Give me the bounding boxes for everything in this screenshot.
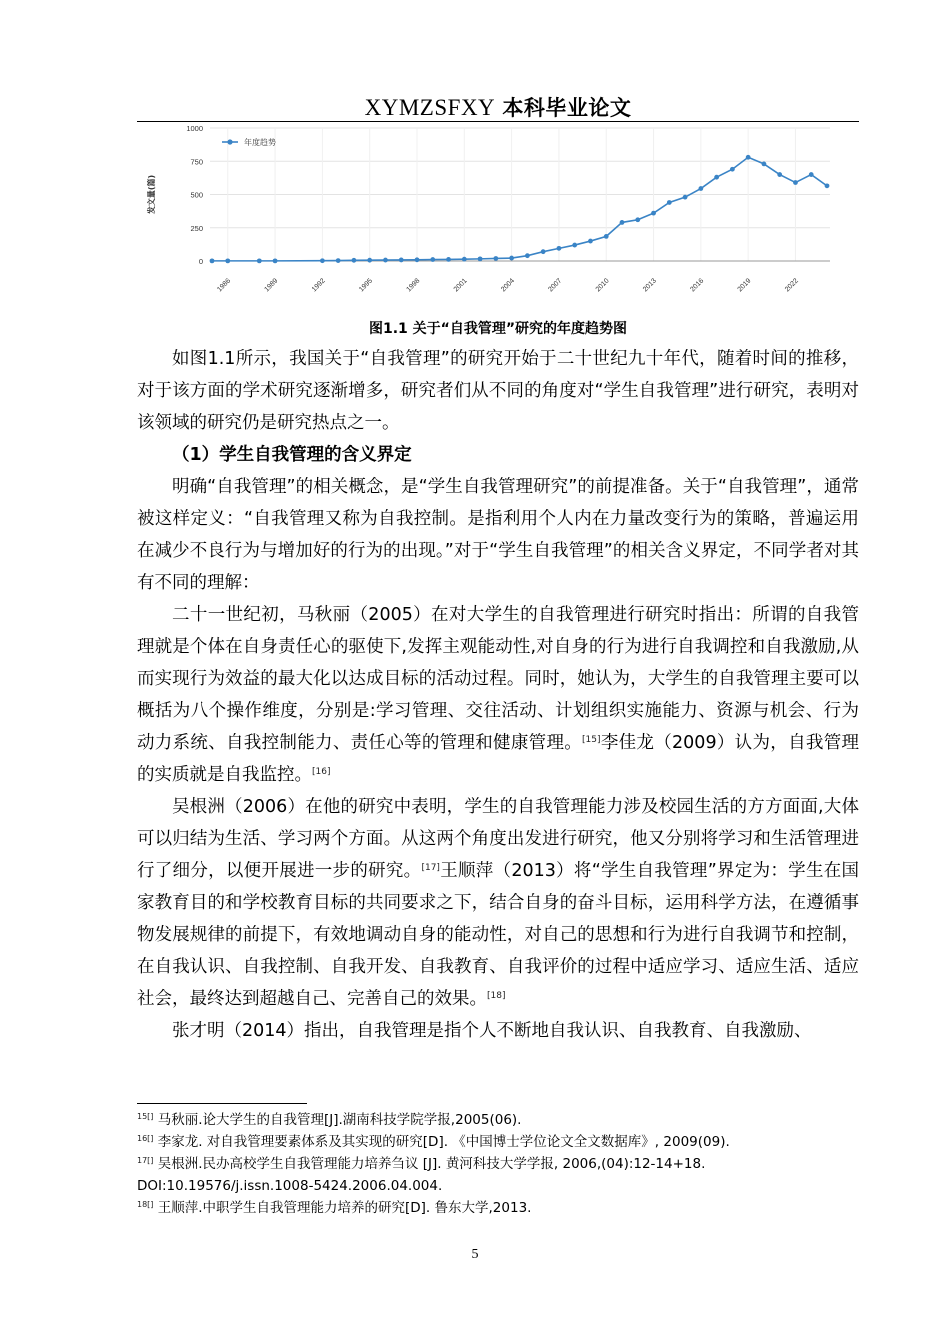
- data-point: [604, 234, 609, 239]
- paragraph-1: 如图1.1所示，我国关于“自我管理”的研究开始于二十世纪九十年代，随着时间的推移，对于该方面的学术研究逐渐增多，研究者们从不同的角度对“学生自我管理”进行研究，表明对该领域的研究仍是研究热点之一。: [137, 349, 859, 433]
- data-point: [446, 257, 451, 262]
- data-point: [572, 243, 577, 248]
- body-text: [137, 343, 859, 1047]
- data-point: [620, 220, 625, 225]
- trend-line-chart: [140, 118, 840, 298]
- footnote-mark: 15[]: [137, 1112, 154, 1121]
- paragraph-4-text-a: 吴根洲（2006）在他的研究中表明，学生的自我管理能力涉及校园生活的方方面面,大体可以归结为生活、学习两个方面。从这两个角度出发进行研究，他又分别将学习和生活管理进行了细分，以便开展进一步的研究。: [137, 797, 859, 881]
- page-number: 5: [471, 1247, 479, 1262]
- paragraph-3-text-b: 李佳龙（2009）认为，自我管理的实质就是自我监控。: [137, 733, 859, 785]
- data-point: [478, 256, 483, 261]
- footnote-text: 马秋丽.论大学生的自我管理[J].湖南科技学院学报,2005(06).: [153, 1112, 522, 1128]
- section-heading: （1）学生自我管理的含义界定: [172, 445, 412, 465]
- footnote-17: [137, 1153, 859, 1197]
- y-tick-label: 0: [198, 257, 203, 266]
- data-point: [667, 200, 672, 205]
- x-tick-label: 2022: [783, 277, 800, 294]
- x-tick-label: 1998: [405, 277, 422, 294]
- citation-17[interactable]: [17]: [421, 863, 440, 873]
- footnote-text: 吴根洲.民办高校学生自我管理能力培养刍议 [J]. 黄河科技大学学报, 2006,(04):12-14+18. DOI:10.19576/j.issn.1008-5424.2006.04.004.: [137, 1156, 706, 1194]
- footnote-mark: 18[]: [137, 1200, 154, 1209]
- data-point: [320, 258, 325, 263]
- data-point: [257, 258, 262, 263]
- x-tick-label: 2016: [689, 277, 706, 294]
- x-tick-label: 1992: [310, 277, 327, 294]
- x-tick-label: 2019: [736, 277, 753, 294]
- data-point: [383, 258, 388, 263]
- y-tick-label: 500: [190, 190, 203, 200]
- x-tick-label: 2004: [500, 277, 517, 294]
- footnote-rule: [137, 1103, 307, 1104]
- data-point: [635, 217, 640, 222]
- y-tick-label: 750: [190, 157, 203, 167]
- legend-label: 年度趋势: [244, 138, 276, 147]
- x-tick-label: 1995: [358, 277, 375, 294]
- footnotes: [137, 1109, 859, 1219]
- paragraph-4: [137, 791, 859, 1015]
- data-point: [525, 253, 530, 258]
- data-point: [588, 239, 593, 244]
- data-point: [415, 257, 420, 262]
- header-title: 本科毕业论文: [502, 96, 632, 120]
- data-point: [825, 183, 830, 188]
- data-point: [352, 258, 357, 263]
- x-tick-label: 1989: [263, 277, 280, 294]
- x-tick-label: 2013: [641, 277, 658, 294]
- data-point: [541, 249, 546, 254]
- data-point: [557, 246, 562, 251]
- paragraph-3-text-a: 二十一世纪初，马秋丽（2005）在对大学生的自我管理进行研究时指出：所谓的自我管理就是个体在自身责任心的驱使下,发挥主观能动性,对自身的行为进行自我调控和自我激励,从而实现行为效益的最大化以达成目标的活动过程。同时，她认为，大学生的自我管理主要可以概括为八个操作维度，分别是:学习管理、交往活动、计划组织实施能力、资源与机会、行为动力系统、自我控制能力、责任心等的管理和健康管理。: [137, 605, 859, 753]
- footnote-15: [137, 1109, 859, 1131]
- data-point: [793, 180, 798, 185]
- y-tick-label: 250: [190, 223, 203, 233]
- citation-18[interactable]: [18]: [487, 991, 506, 1001]
- data-point: [509, 256, 514, 261]
- paragraph-4-text-b: 王顺萍（2013）将“学生自我管理”界定为：学生在国家教育目的和学校教育目标的共同要求之下，结合自身的奋斗目标，运用科学方法，在遵循事物发展规律的前提下，有效地调动自身的能动性，对自己的思想和行为进行自我调节和控制，在自我认识、自我控制、自我开发、自我教育、自我评价的过程中适应学习、适应生活、适应社会，最终达到超越自己、完善自己的效果。: [137, 861, 859, 1009]
- data-point: [367, 258, 372, 263]
- y-tick-label: 1000: [186, 124, 203, 133]
- data-point: [730, 167, 735, 172]
- data-point: [762, 162, 767, 167]
- footnote-mark: 17[]: [137, 1156, 154, 1165]
- data-point: [210, 258, 215, 263]
- footnote-18: [137, 1197, 859, 1219]
- data-point: [462, 257, 467, 262]
- x-tick-label: 2007: [547, 277, 564, 294]
- citation-15[interactable]: [15]: [582, 735, 601, 745]
- figure-caption: 图1.1 关于“自我管理”研究的年度趋势图: [368, 321, 628, 337]
- citation-16[interactable]: [16]: [312, 767, 331, 777]
- y-axis-label: 发文量(篇): [147, 174, 156, 215]
- paragraph-5: 张才明（2014）指出，自我管理是指个人不断地自我认识、自我教育、自我激励、: [172, 1021, 812, 1041]
- data-point: [336, 258, 341, 263]
- data-point: [683, 195, 688, 200]
- x-tick-label: 1986: [216, 277, 233, 294]
- footnote-mark: 16[]: [137, 1134, 154, 1143]
- data-point: [493, 256, 498, 261]
- legend-marker: [227, 139, 232, 144]
- data-point: [651, 211, 656, 216]
- footnote-text: 王顺萍.中职学生自我管理能力培养的研究[D]. 鲁东大学,2013.: [153, 1200, 532, 1216]
- data-point: [273, 258, 278, 263]
- data-point: [225, 258, 230, 263]
- data-point: [746, 155, 751, 160]
- footnote-text: 李家龙. 对自我管理要素体系及其实现的研究[D]. 《中国博士学位论文全文数据库》, 2009(09).: [153, 1134, 730, 1150]
- data-point: [430, 257, 435, 262]
- data-point: [399, 258, 404, 263]
- data-point: [809, 172, 814, 177]
- footnote-16: [137, 1131, 859, 1153]
- paragraph-3: [137, 599, 859, 791]
- header-latin: XYMZSFXY: [364, 95, 496, 120]
- data-point: [777, 172, 782, 177]
- data-point: [714, 175, 719, 180]
- data-point: [698, 186, 703, 191]
- paragraph-2: 明确“自我管理”的相关概念，是“学生自我管理研究”的前提准备。关于“自我管理”，通常被这样定义：“自我管理又称为自我控制。是指利用个人内在力量改变行为的策略，普遍运用在减少不良行为与增加好的行为的出现。”对于“学生自我管理”的相关含义界定，不同学者对其有不同的理解：: [137, 477, 859, 593]
- x-tick-label: 2010: [594, 277, 611, 294]
- series-line: [212, 157, 827, 261]
- x-tick-label: 2001: [452, 277, 469, 294]
